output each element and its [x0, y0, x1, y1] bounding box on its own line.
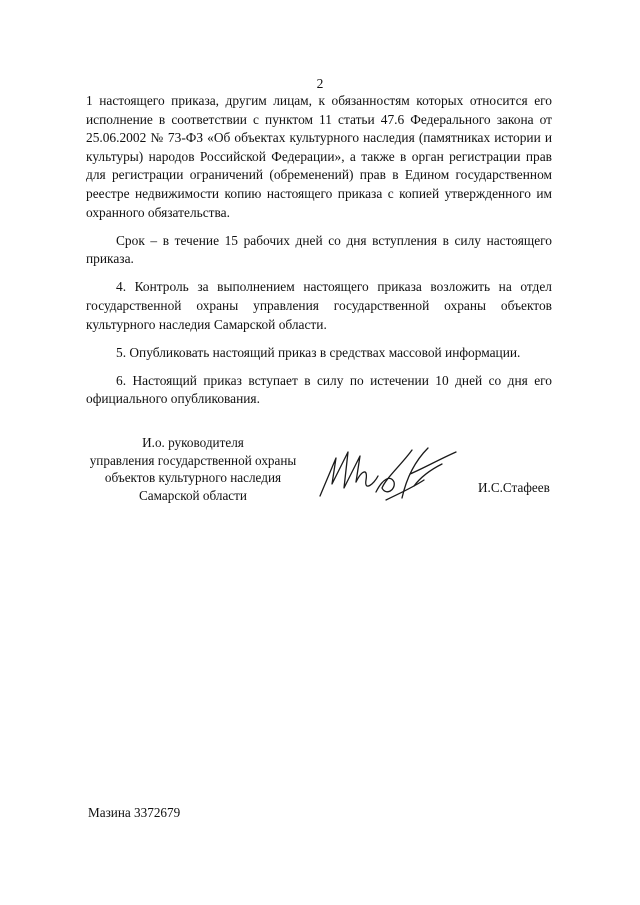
signatory-title [80, 434, 306, 504]
signatory-title-line: И.о. руководителя [142, 435, 244, 450]
page-number: 2 [316, 76, 324, 91]
executor-note: Мазина 3372679 [88, 805, 181, 820]
signatory-title-line: Самарской области [139, 487, 247, 503]
paragraph-item-4: 4. Контроль за выполнением настоящего приказа возложить на отдел государственной охраны управления государственной охраны объектов культурного наследия Самарской области. [86, 279, 552, 332]
paragraph-item-5: 5. Опубликовать настоящий приказ в средствах массовой информации. [116, 344, 521, 360]
signatory-title-line: управления государственной охраны [89, 452, 297, 468]
paragraph-continuation: 1 настоящего приказа, другим лицам, к обязанностям которых относится его исполнение в соответствии с пунктом 11 статьи 47.6 Федерального закона от 25.06.2002 № 73-ФЗ «Об объектах культурного наследия (памятниках истории и культуры) народов Российской Федерации», а также в орган регистрации прав для регистрации ограничений (обременений) прав в Едином государственном реестре недвижимости копию настоящего приказа с копией утвержденного им охранного обязательства. [86, 93, 552, 220]
paragraph-deadline: Срок – в течение 15 рабочих дней со дня вступления в силу настоящего приказа. [86, 232, 552, 267]
paragraph-item-6: 6. Настоящий приказ вступает в силу по истечении 10 дней со дня его официального опубликования. [86, 372, 552, 407]
handwritten-signature [316, 440, 466, 512]
signatory-name: И.С.Стафеев [478, 480, 550, 495]
document-body [86, 92, 552, 418]
signatory-title-line: объектов культурного наследия [104, 470, 282, 485]
